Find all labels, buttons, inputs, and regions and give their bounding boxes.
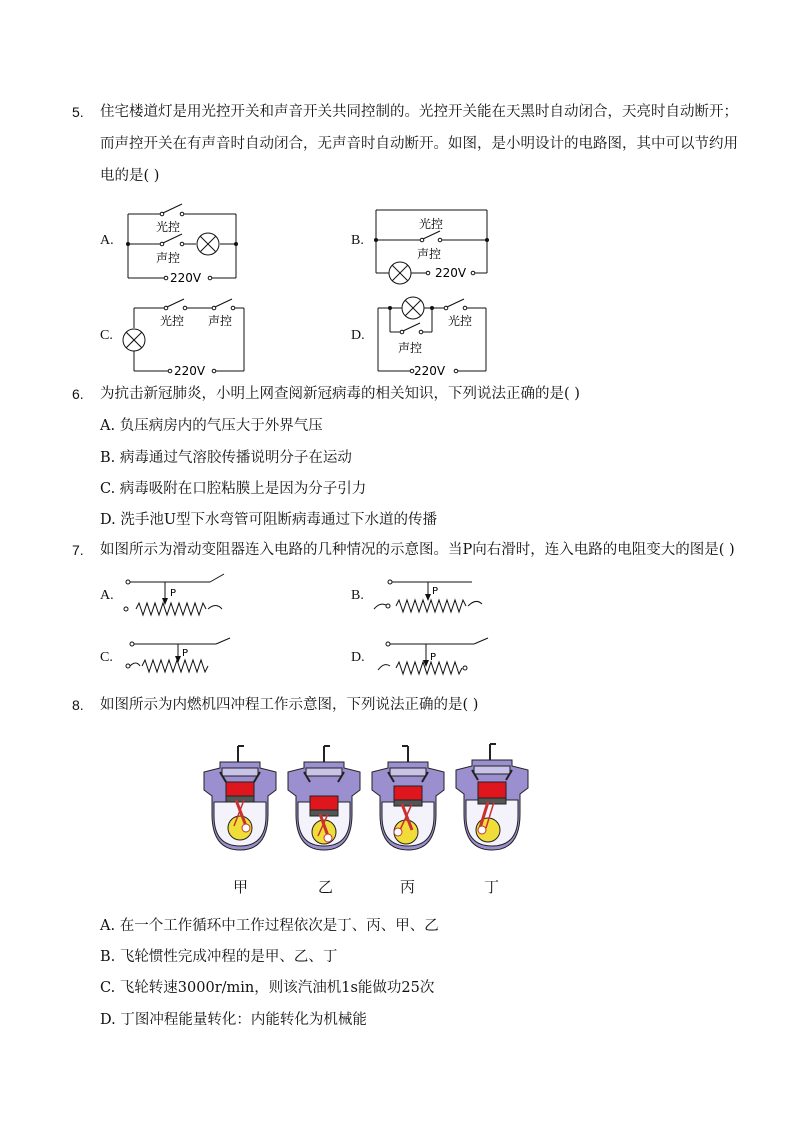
q8-option-c[interactable]: C. 飞轮转速3000r/min，则该汽油机1s能做功25次 xyxy=(100,980,435,996)
q5-stem-line1: 住宅楼道灯是用光控开关和声音开关共同控制的。光控开关能在天黑时自动闭合，天亮时自动断开； xyxy=(100,104,738,120)
q8-option-d[interactable]: D. 丁图冲程能量转化：内能转化为机械能 xyxy=(100,1012,367,1028)
q5-a-sound-label: 声控 xyxy=(156,251,181,265)
q5-d-sound-label: 声控 xyxy=(398,341,423,355)
q5-option-a-label: A. xyxy=(100,233,114,248)
engine-stroke-yi xyxy=(284,742,364,872)
q5-stem-line2: 而声控开关在有声音时自动闭合，无声音时自动断开。如图，是小明设计的电路图，其中可以节约用 xyxy=(100,136,738,152)
q5-c-light-label: 光控 xyxy=(160,314,185,328)
engine-caption-yi: 乙 xyxy=(318,878,334,896)
q5-b-voltage: 220V xyxy=(435,266,467,280)
q6-number: 6. xyxy=(72,386,84,402)
q5-a-light-label: 光控 xyxy=(156,220,181,234)
q7-c-slider-label: P xyxy=(182,648,189,659)
q6-option-a[interactable]: A. 负压病房内的气压大于外界气压 xyxy=(100,418,323,434)
q7-rheostat-b xyxy=(370,572,490,614)
q7-option-d-label: D. xyxy=(351,650,365,665)
q5-circuit-c xyxy=(120,292,250,377)
q7-d-slider-label: P xyxy=(430,652,437,663)
q5-c-voltage: 220V xyxy=(174,364,206,378)
q5-stem-line3: 电的是( ) xyxy=(100,168,160,184)
engine-stroke-ding xyxy=(452,742,532,872)
q7-rheostat-a xyxy=(118,572,233,614)
engine-caption-jia: 甲 xyxy=(233,878,249,896)
q6-stem: 为抗击新冠肺炎，小明上网查阅新冠病毒的相关知识，下列说法正确的是( ) xyxy=(100,386,580,402)
q5-circuit-b xyxy=(370,200,500,285)
q7-option-a-label: A. xyxy=(100,588,114,603)
q6-option-b[interactable]: B. 病毒通过气溶胶传播说明分子在运动 xyxy=(100,450,352,466)
q7-option-c-label: C. xyxy=(100,650,113,665)
q5-option-b-label: B. xyxy=(351,233,364,248)
q6-option-c[interactable]: C. 病毒吸附在口腔粘膜上是因为分子引力 xyxy=(100,481,367,497)
q5-b-sound-label: 声控 xyxy=(417,247,442,261)
q7-a-slider-label: P xyxy=(170,588,177,599)
engine-stroke-bing xyxy=(368,742,448,872)
q8-stem: 如图所示为内燃机四冲程工作示意图，下列说法正确的是( ) xyxy=(100,697,479,713)
q5-c-sound-label: 声控 xyxy=(208,314,233,328)
q5-circuit-d xyxy=(370,292,500,377)
q7-b-slider-label: P xyxy=(432,586,439,597)
q7-number: 7. xyxy=(72,542,84,558)
engine-stroke-jia xyxy=(200,742,280,872)
q5-d-voltage: 220V xyxy=(414,364,446,378)
q8-option-b[interactable]: B. 飞轮惯性完成冲程的是甲、乙、丁 xyxy=(100,949,338,965)
q5-circuit-a xyxy=(120,200,250,285)
engine-caption-ding: 丁 xyxy=(484,878,500,896)
q7-stem: 如图所示为滑动变阻器连入电路的几种情况的示意图。当P向右滑时，连入电路的电阻变大的图是( ) xyxy=(100,542,735,558)
q7-rheostat-c xyxy=(118,634,238,676)
engine-caption-bing: 丙 xyxy=(400,878,416,896)
q5-option-c-label: C. xyxy=(100,328,113,343)
q7-option-b-label: B. xyxy=(351,588,364,603)
q5-number: 5. xyxy=(72,104,84,120)
q5-b-light-label: 光控 xyxy=(419,217,444,231)
q5-option-d-label: D. xyxy=(351,328,365,343)
q6-option-d[interactable]: D. 洗手池U型下水弯管可阻断病毒通过下水道的传播 xyxy=(100,512,438,528)
q5-d-light-label: 光控 xyxy=(448,314,473,328)
q7-rheostat-d xyxy=(370,634,495,676)
q5-a-voltage: 220V xyxy=(170,271,202,285)
q8-number: 8. xyxy=(72,697,84,713)
q8-option-a[interactable]: A. 在一个工作循环中工作过程依次是丁、丙、甲、乙 xyxy=(100,918,439,934)
